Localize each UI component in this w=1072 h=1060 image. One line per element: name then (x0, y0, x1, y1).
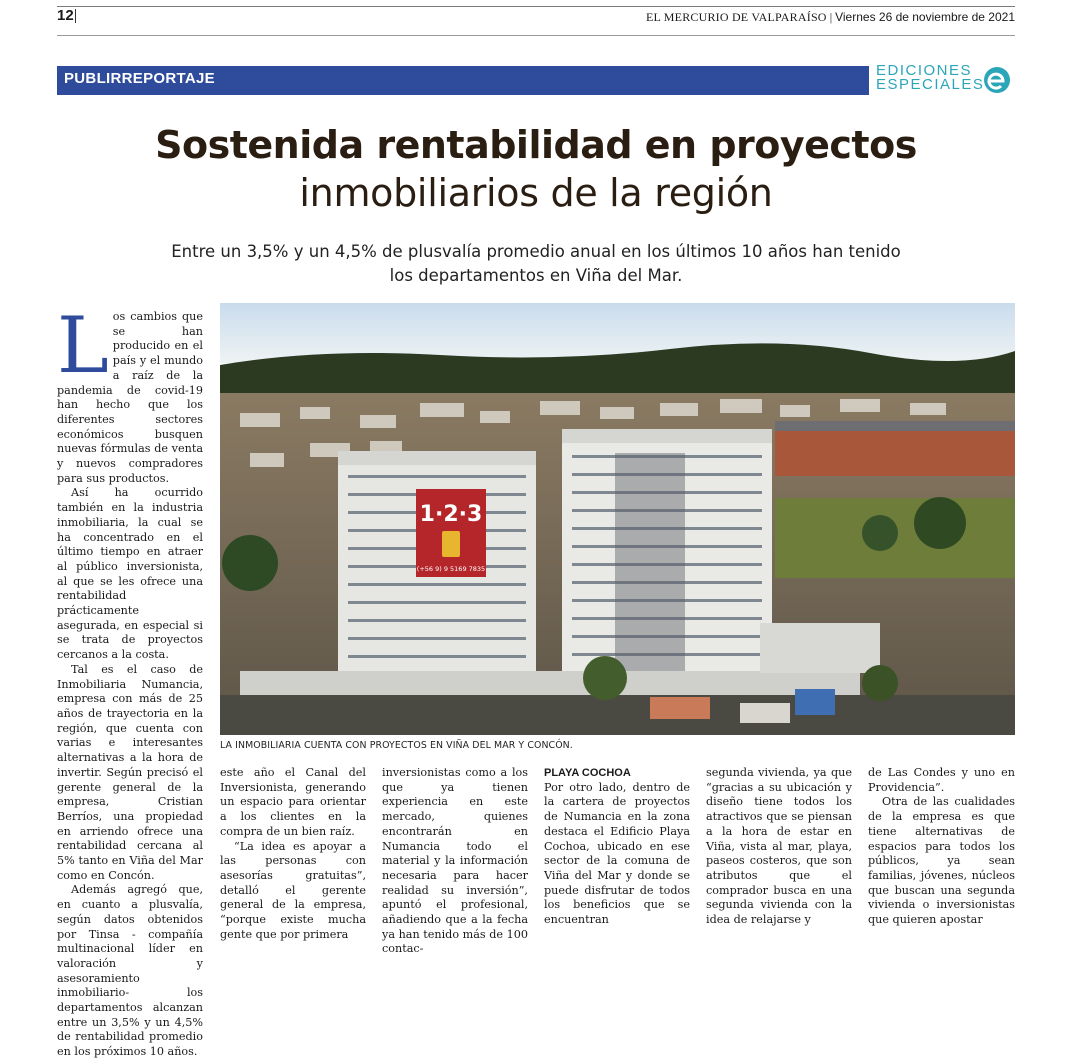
drop-cap: L (57, 301, 109, 391)
publication-name: EL MERCURIO DE VALPARAÍSO (645, 10, 827, 24)
paragraph: Tal es el caso de Inmobiliaria Numancia, empresa con más de 25 años de trayectoria en la región, que cuenta con varias e interesantes alternativas a la hora de invertir. Según precisó el gerente general de la empresa, Cristian Berríos, una propiedad en arriendo ofrece una rentabilidad cercana al 5% tanto en Viña del Mar como en Concón. (57, 662, 203, 882)
article-dek: Entre un 3,5% y un 4,5% de plusvalía promedio anual en los últimos 10 años han tenido los departamentos en Viña del Mar. (171, 242, 901, 285)
column-4 (544, 766, 690, 928)
paragraph: segunda vivienda, ya que “gracias a su ubicación y diseño tiene todos los atractivos que se piensan a la hora de estar en Viña, vista al mar, playa, paseos costeros, que son atributos que el comprador busca en una segunda vivienda con la idea de relajarse y (706, 766, 852, 927)
banner-phone: (+56 9) 9 5169 7835 (416, 565, 486, 573)
photo-caption: LA INMOBILIARIA CUENTA CON PROYECTOS EN VIÑA DEL MAR Y CONCÓN. (220, 740, 573, 751)
paragraph: inversionistas como a los que ya tienen experiencia en este mercado, quienes encontrarán en Numancia todo el material y la información necesaria para hacer realidad su inversión”, apuntó el profesional, añadiendo que a la fecha ya han tenido más de 100 contac- (382, 766, 528, 956)
column-5 (706, 766, 852, 928)
paragraph: Por otro lado, dentro de la cartera de proyectos de Numancia en la zona destaca el Edificio Playa Cochoa, ubicado en ese sector de la comuna de Viña del Mar y donde se puede disfrutar de todos los beneficios que se encuentran (544, 780, 690, 927)
top-rule (57, 6, 1015, 7)
headline-main: Sostenida rentabilidad en proyectos (155, 123, 917, 167)
brand-e-icon (983, 66, 1011, 94)
masthead (646, 10, 1015, 25)
page-number-divider (75, 9, 76, 23)
paragraph: Otra de las cualidades de la empresa es que tiene alternativas de espacios para todos los públicos, ya sean familias, jóvenes, núcleos que buscan una segunda vivienda o inversionistas que quieren apostar (868, 795, 1015, 927)
paragraph: este año el Canal del Inversionista, generando un espacio para orientar a los clientes en la compra de un bien raíz. (220, 766, 366, 838)
paragraph: “La idea es apoyar a las personas con asesorías gratuitas”, detalló el gerente general de la empresa, “porque existe mucha gente que por primera (220, 839, 366, 941)
brand-line-1: EDICIONES (876, 62, 973, 79)
page-number: 12 (57, 7, 74, 24)
section-label: PUBLIRREPORTAJE (64, 70, 215, 87)
paragraph: Los cambios que se han producido en el país y el mundo a raíz de la pandemia de covid-19 han hecho que los diferentes sectores económicos busquen nuevas fórmulas de venta y nuevos compradores para sus productos. (57, 301, 203, 485)
headline-secondary: inmobiliarios de la región (299, 171, 773, 215)
banner-text: 1·2·3 (419, 502, 483, 527)
publication-date: Viernes 26 de noviembre de 2021 (835, 10, 1015, 24)
masthead-separator: | (826, 10, 836, 24)
section-subhead: PLAYA COCHOA (544, 767, 631, 779)
column-2 (220, 766, 366, 942)
article-photo (220, 303, 1015, 735)
paragraph: Así ha ocurrido también en la industria inmobiliaria, la cual se ha concentrado en el último tiempo en atraer al público inversionista, al que se les ofrece una rentabilidad prácticamente asegurada, en especial si se trata de proyectos cercanos a la costa. (57, 486, 203, 662)
paragraph: de Las Condes y uno en Providencia”. (868, 766, 1015, 794)
column-3 (382, 766, 528, 957)
column-1 (57, 301, 203, 1060)
header-rule (57, 35, 1015, 36)
paragraph: Además agregó que, en cuanto a plusvalía, según datos obtenidos por Tinsa - compañía multinacional líder en valoración y asesoramiento inmobiliario- los departamentos alcanzan entre un 3,5% y un 4,5% de rentabilidad promedio en los próximos 10 años. (57, 883, 203, 1059)
column-6 (868, 766, 1015, 928)
brand-line-2: ESPECIALES (876, 76, 985, 93)
